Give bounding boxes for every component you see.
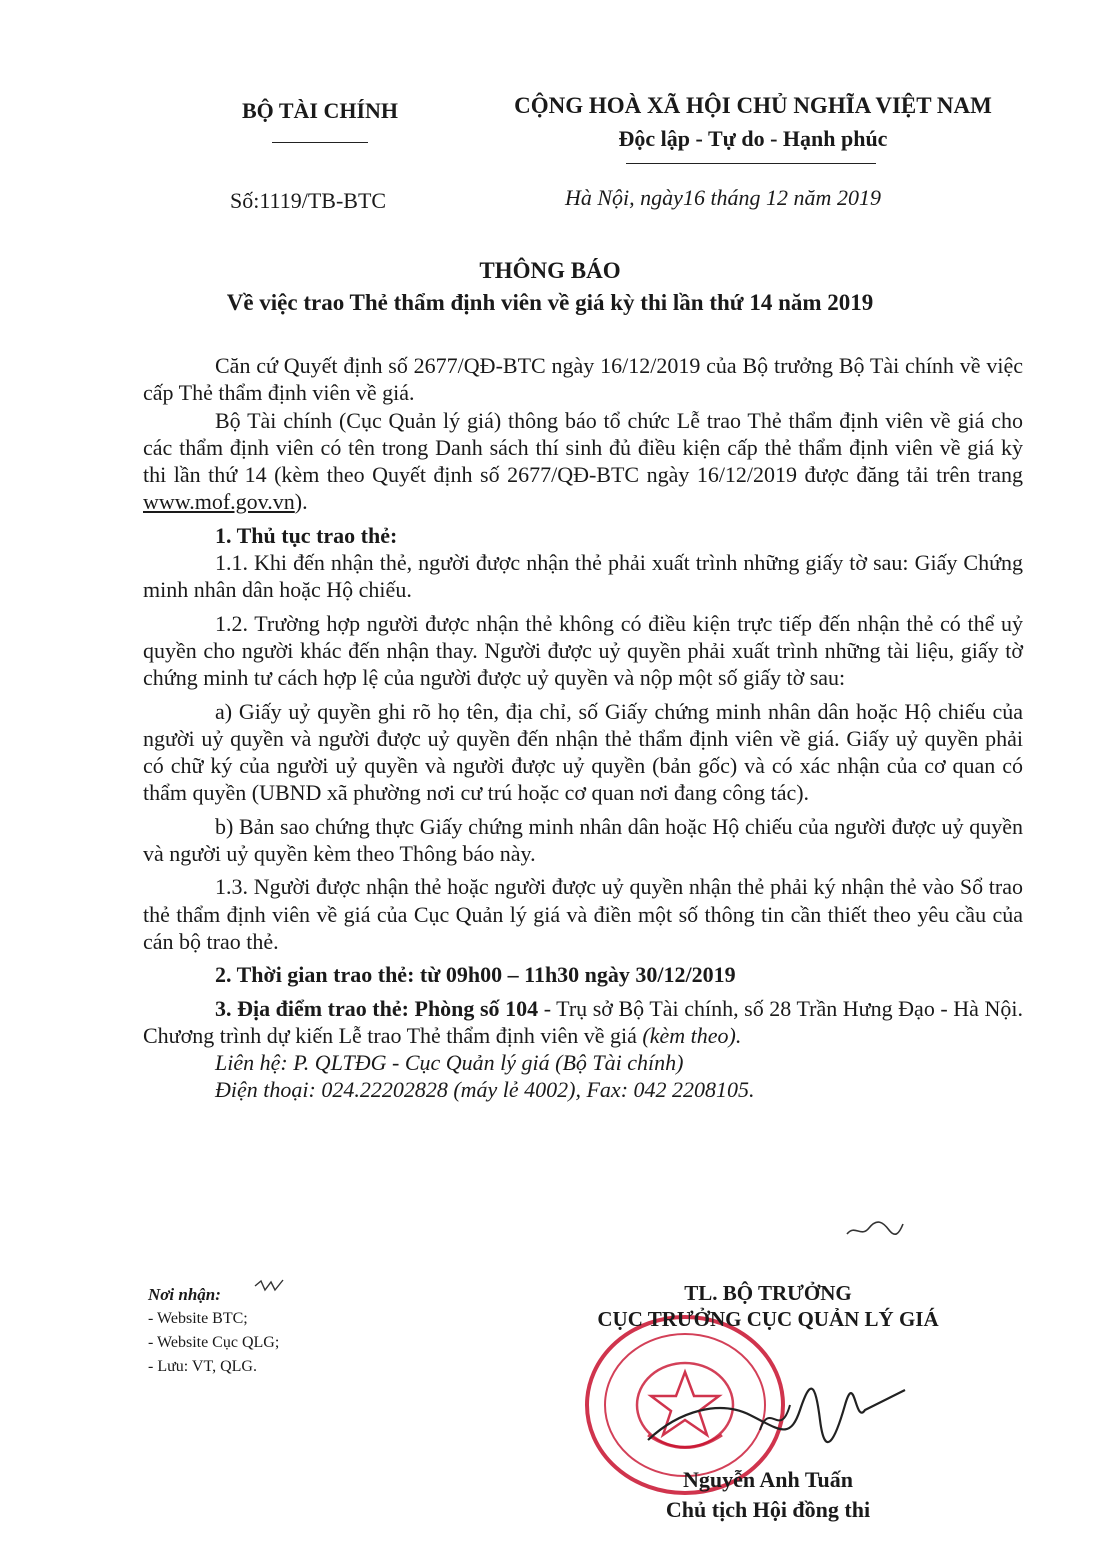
document-title: THÔNG BÁO bbox=[479, 258, 621, 283]
contact-line: Liên hệ: P. QLTĐG - Cục Quản lý giá (Bộ Tài chính) bbox=[215, 1050, 684, 1076]
national-title: CỘNG HOÀ XÃ HỘI CHỦ NGHĨA VIỆT NAM bbox=[514, 93, 992, 118]
document-number: Số:1119/TB-BTC bbox=[230, 188, 387, 213]
section-1-2-b: b) Bản sao chứng thực Giấy chứng minh nhân dân hoặc Hộ chiếu của người được uỷ quyền và người uỷ quyền kèm theo Thông báo này. bbox=[143, 813, 1023, 867]
paragraph-announcement bbox=[143, 407, 1023, 516]
signatory-title: Chủ tịch Hội đồng thi bbox=[665, 1497, 871, 1522]
header-rule-left bbox=[272, 142, 368, 143]
recipient-item: - Lưu: VT, QLG. bbox=[148, 1358, 257, 1375]
signature-block bbox=[548, 1280, 988, 1332]
paragraph-basis: Căn cứ Quyết định số 2677/QĐ-BTC ngày 16/12/2019 của Bộ trưởng Bộ Tài chính về việc cấp Thẻ thẩm định viên về giá. bbox=[143, 353, 1023, 406]
signatory-name: Nguyễn Anh Tuấn bbox=[683, 1467, 853, 1492]
national-motto: Độc lập - Tự do - Hạnh phúc bbox=[618, 126, 888, 151]
issuing-agency: BỘ TÀI CHÍNH bbox=[241, 98, 399, 123]
recipients-label: Nơi nhận: bbox=[148, 1285, 221, 1304]
location-heading: 3. Địa điểm trao thẻ: Phòng số 104 bbox=[215, 995, 539, 1021]
initial-mark-icon bbox=[253, 1278, 287, 1294]
place-date: Hà Nội, ngày16 tháng 12 năm 2019 bbox=[565, 185, 881, 210]
document-subtitle: Về việc trao Thẻ thẩm định viên về giá kỳ thi lần thứ 14 năm 2019 bbox=[226, 290, 874, 315]
website-link[interactable]: www.mof.gov.vn bbox=[143, 489, 295, 515]
announcement-end: ). bbox=[294, 489, 308, 515]
location-attachment-note: (kèm theo). bbox=[642, 1022, 742, 1048]
phone-line: Điện thoại: 024.22202828 (máy lẻ 4002), Fax: 042 2208105. bbox=[215, 1077, 755, 1103]
section-1-2-a: a) Giấy uỷ quyền ghi rõ họ tên, địa chỉ, số Giấy chứng minh nhân dân hoặc Hộ chiếu của người uỷ quyền và người được uỷ quyền đến nhận thẻ thẩm định viên về giá. Giấy uỷ quyền phải có chữ ký của người uỷ quyền và người được uỷ quyền (bản gốc) và có xác nhận của cơ quan có thẩm quyền (UBND xã phường nơi cư trú hoặc cơ quan nơi đang công tác). bbox=[143, 698, 1023, 806]
signatory-name-block bbox=[548, 1465, 988, 1525]
section-3-location bbox=[143, 995, 1023, 1050]
initial-mark-icon bbox=[845, 1218, 905, 1242]
document-body bbox=[143, 352, 1023, 1104]
recipient-item: - Website BTC; bbox=[148, 1310, 248, 1327]
section-2-time: 2. Thời gian trao thẻ: từ 09h00 – 11h30 ngày 30/12/2019 bbox=[215, 962, 736, 988]
recipients-block bbox=[148, 1283, 279, 1379]
header-rule-right bbox=[626, 163, 876, 164]
recipient-item: - Website Cục QLG; bbox=[148, 1334, 280, 1351]
section-1-heading: 1. Thủ tục trao thẻ: bbox=[215, 522, 398, 548]
section-1-2: 1.2. Trường hợp người được nhận thẻ không có điều kiện trực tiếp đến nhận thẻ có thể uỷ quyền cho người khác đến nhận thay. Người được uỷ quyền phải xuất trình những tài liệu, giấy tờ chứng minh tư cách hợp lệ của người được uỷ quyền và nộp một số giấy tờ sau: bbox=[143, 610, 1023, 691]
section-1-3: 1.3. Người được nhận thẻ hoặc người được uỷ quyền nhận thẻ phải ký nhận thẻ vào Sổ trao thẻ thẩm định viên về giá của Cục Quản lý giá và điền một số thông tin cần thiết theo yêu cầu của cán bộ trao thẻ. bbox=[143, 874, 1023, 954]
handwritten-signature-icon bbox=[640, 1370, 910, 1460]
section-1-1: 1.1. Khi đến nhận thẻ, người được nhận thẻ phải xuất trình những giấy tờ sau: Giấy Chứng minh nhân dân hoặc Hộ chiếu. bbox=[143, 550, 1023, 603]
signatory-position: CỤC TRƯỞNG CỤC QUẢN LÝ GIÁ bbox=[597, 1307, 939, 1331]
signatory-authority: TL. BỘ TRƯỞNG bbox=[684, 1281, 852, 1305]
announcement-text: Bộ Tài chính (Cục Quản lý giá) thông báo tổ chức Lễ trao Thẻ thẩm định viên về giá cho các thẩm định viên có tên trong Danh sách thí sinh đủ điều kiện cấp thẻ thẩm định viên về giá kỳ thi lần thứ 14 (kèm theo Quyết định số 2677/QĐ-BTC ngày 16/12/2019 được đăng tải trên trang bbox=[143, 407, 1023, 488]
location-text: - Trụ sở Bộ Tài chính, số 28 Trần Hưng Đạo - Hà Nội. Chương trình dự kiến Lễ trao Thẻ thẩm định viên về giá bbox=[143, 995, 1023, 1048]
